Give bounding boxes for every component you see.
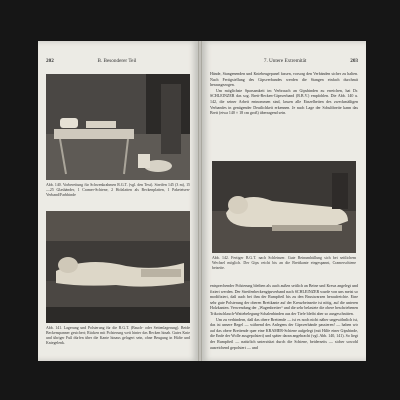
paragraph: Hände, Stangenenden und Kniebeugepanel fassen, vorsorg den Verbänden sicher zu halten. Nach Fertigstellung des Gipsverbandes werden die Stangen einfach durchmit herausgezogen. — [210, 71, 358, 88]
figure-142-photo — [212, 161, 356, 253]
figure-142-caption: Abb. 142. Fertiger B.G.T. nach Schleinzer. Gute Beinumhüllung sich bei seitlichem Wechsel möglich. Der Gips reicht bis an die Brettkante eingespannt, Cramerschiene beiseite. — [212, 256, 356, 270]
page-number: 203 — [350, 58, 358, 64]
right-page-header — [210, 57, 358, 65]
left-page — [38, 41, 198, 361]
figure-140-illustration — [46, 74, 190, 180]
right-page — [202, 41, 366, 361]
paragraph: Um möglichste Sparsamkeit im Verbrauch an Gipsbinden zu erreichen, hat Dr. SCHLEINZER das sog. Brett-Becken-Gipsverband (B.B.V.) empfohlen. Die Abb. 140 u. 142, die seiner Arbeit entnommen sind, lassen alle Einzelheiten des zweckmäßigen Verbandes in genügender Deutlichkeit erkennen. Je nach Lage der Schultbreite kann das Brett (etwa 140 × 18 cm groß) überragend sein. — [210, 87, 358, 116]
figure-141-photo — [46, 211, 190, 323]
body-text-bottom — [210, 283, 358, 357]
figure-141-caption: Abb. 141. Lagerung und Polsterung für die R.G.T. (Bauch- oder Seitenlagerung). Beide Beckenspanner gesichert; Rücken mit Polsterung weit hinter das Becken hinab. Gutes Knie und übriger Fuß dürfen über die Kante hinaus gelagert sein, ohne Beugung in Hüfte und Kniegelenk. — [46, 326, 190, 345]
left-page-header — [46, 57, 190, 65]
page-number: 202 — [46, 58, 54, 64]
paragraph: Um zu verhindern, daß das obere Brettende — ist es noch nicht näher ungewöhnlich ist, das ist unsere Regel — während des Anlegens der Gipsverbände passieren! — haben wir auf das obere Brettende quer eine KRAMER-Schiene aufgelegt (mit Hilfe einer Gipsbinde, die Ende der Wolle ausgepolstert) und später daran angebracht (vgl. Abb. 140, 141). So liegt der Rumpfteil — natürlich unterstützt durch die Schiene, beiderseits — sicher sowohl ausreichend gepolstert — und — [210, 316, 358, 350]
figure-141-illustration — [46, 211, 190, 323]
figure-140-caption: Abb. 140. Vorbereitung für Schwenkrahmen R.G.T. (vgl. den Text). Streifen 145 (3 m), 15—25 Glasbänder, 1 Cramer-Schiene, 2 Holzlatten als Beckenplatten, 1 Paketeisen-Verband/Farbbinde — [46, 183, 190, 197]
paragraph: entsprechender Polsterung bleiben als auch außen seitlich an Beine und Kreuz angelegt und fixiert werden. Der Streifenbeckengipsverband nach SCHLEINZER wurde von uns meist so modifiziert, daß auch bei ihm der Rumpfteil bis zu den Brustwarzen heraufreichte. Eine sehr gute Polsterung der oberen Brettkante auf der Kreuzbeinseite ist nötig, auf die unteren Holzkanten. Verwendung der „Wagenbretter“ und die sehr belastete die obere beschriebenen Trikotschlauch-Wattebelegung-Schalenbinden aus der Tiefe bleibt aber so ausgeschnitten. — [210, 283, 358, 316]
figure-142-illustration — [212, 161, 356, 253]
running-head: 7. Untere Extremität — [263, 58, 307, 64]
figure-140-photo — [46, 74, 190, 180]
running-head: B. Besonderer Teil — [97, 58, 137, 64]
